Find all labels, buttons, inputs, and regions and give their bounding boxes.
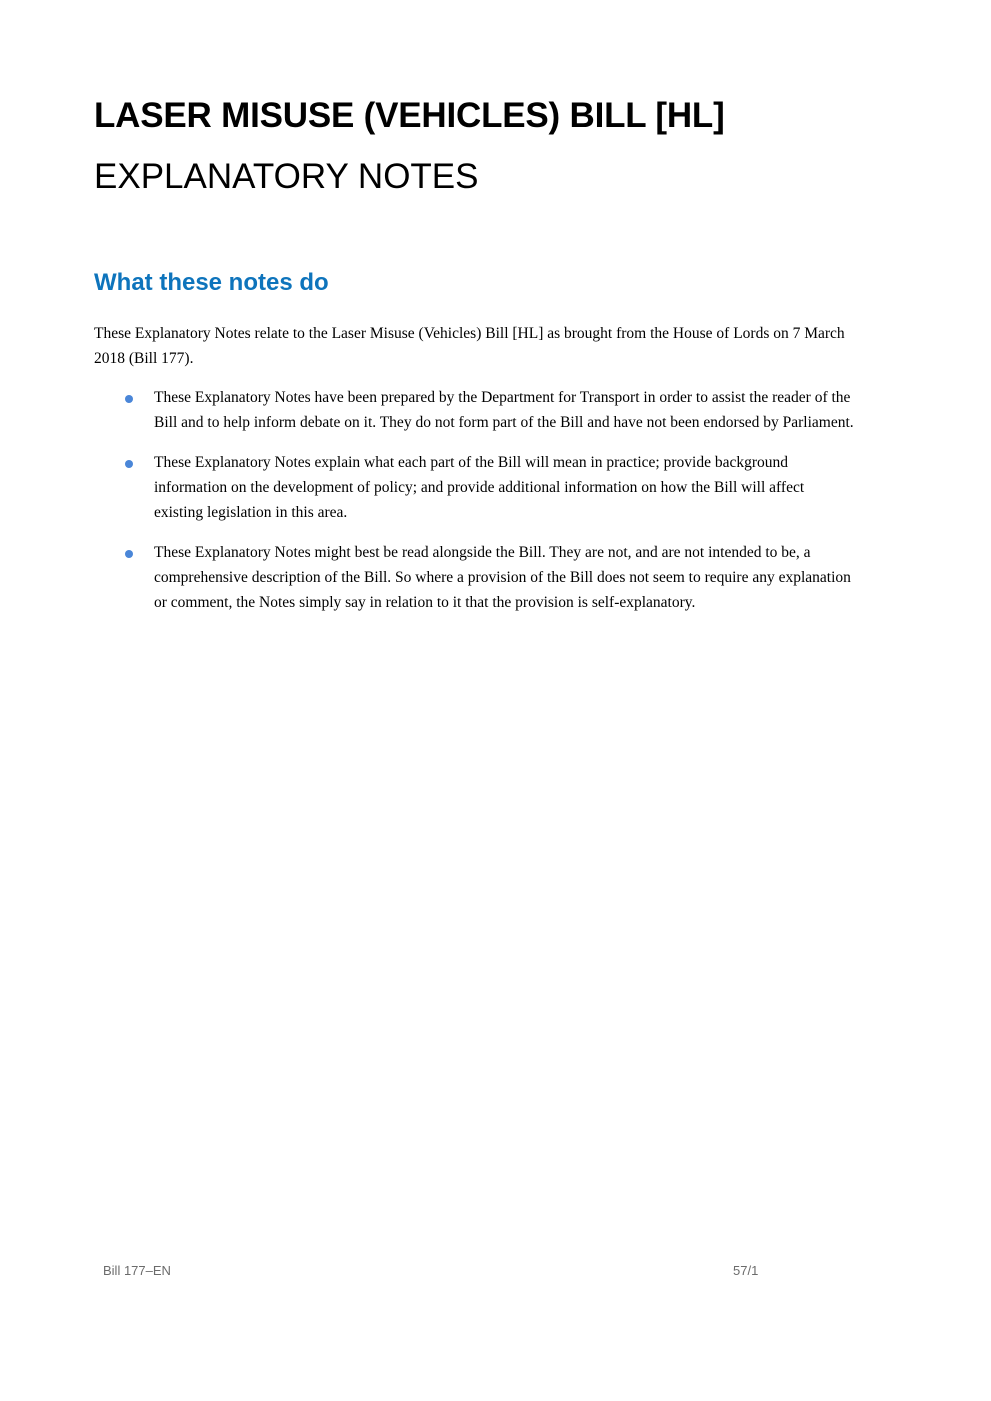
list-item bbox=[94, 540, 864, 615]
document-subtitle: EXPLANATORY NOTES bbox=[94, 157, 479, 196]
list-item bbox=[94, 450, 864, 525]
bullet-dot-icon bbox=[125, 550, 133, 558]
section-heading: What these notes do bbox=[94, 269, 329, 296]
bullet-dot-icon bbox=[125, 395, 133, 403]
bullet-list bbox=[94, 385, 864, 630]
footer-page-reference: 57/1 bbox=[733, 1263, 759, 1278]
bullet-text: These Explanatory Notes explain what each part of the Bill will mean in practice; provide background information on the development of policy; and provide additional information on how the Bill will affect existing legislation in this area. bbox=[154, 454, 805, 521]
list-item bbox=[94, 385, 864, 435]
document-title: LASER MISUSE (VEHICLES) BILL [HL] bbox=[94, 96, 725, 135]
bullet-text: These Explanatory Notes have been prepared by the Department for Transport in order to assist the reader of the Bill and to help inform debate on it. They do not form part of the Bill and have not been endorsed by Parliament. bbox=[154, 389, 854, 431]
bullet-dot-icon bbox=[125, 460, 133, 468]
intro-paragraph: These Explanatory Notes relate to the Laser Misuse (Vehicles) Bill [HL] as brought from the House of Lords on 7 March 2018 (Bill 177). bbox=[94, 325, 845, 367]
bullet-text: These Explanatory Notes might best be read alongside the Bill. They are not, and are not intended to be, a comprehensive description of the Bill. So where a provision of the Bill does not seem to require any explanation or comment, the Notes simply say in relation to it that the provision is self-explanatory. bbox=[154, 544, 851, 611]
footer-bill-reference: Bill 177–EN bbox=[103, 1263, 171, 1278]
